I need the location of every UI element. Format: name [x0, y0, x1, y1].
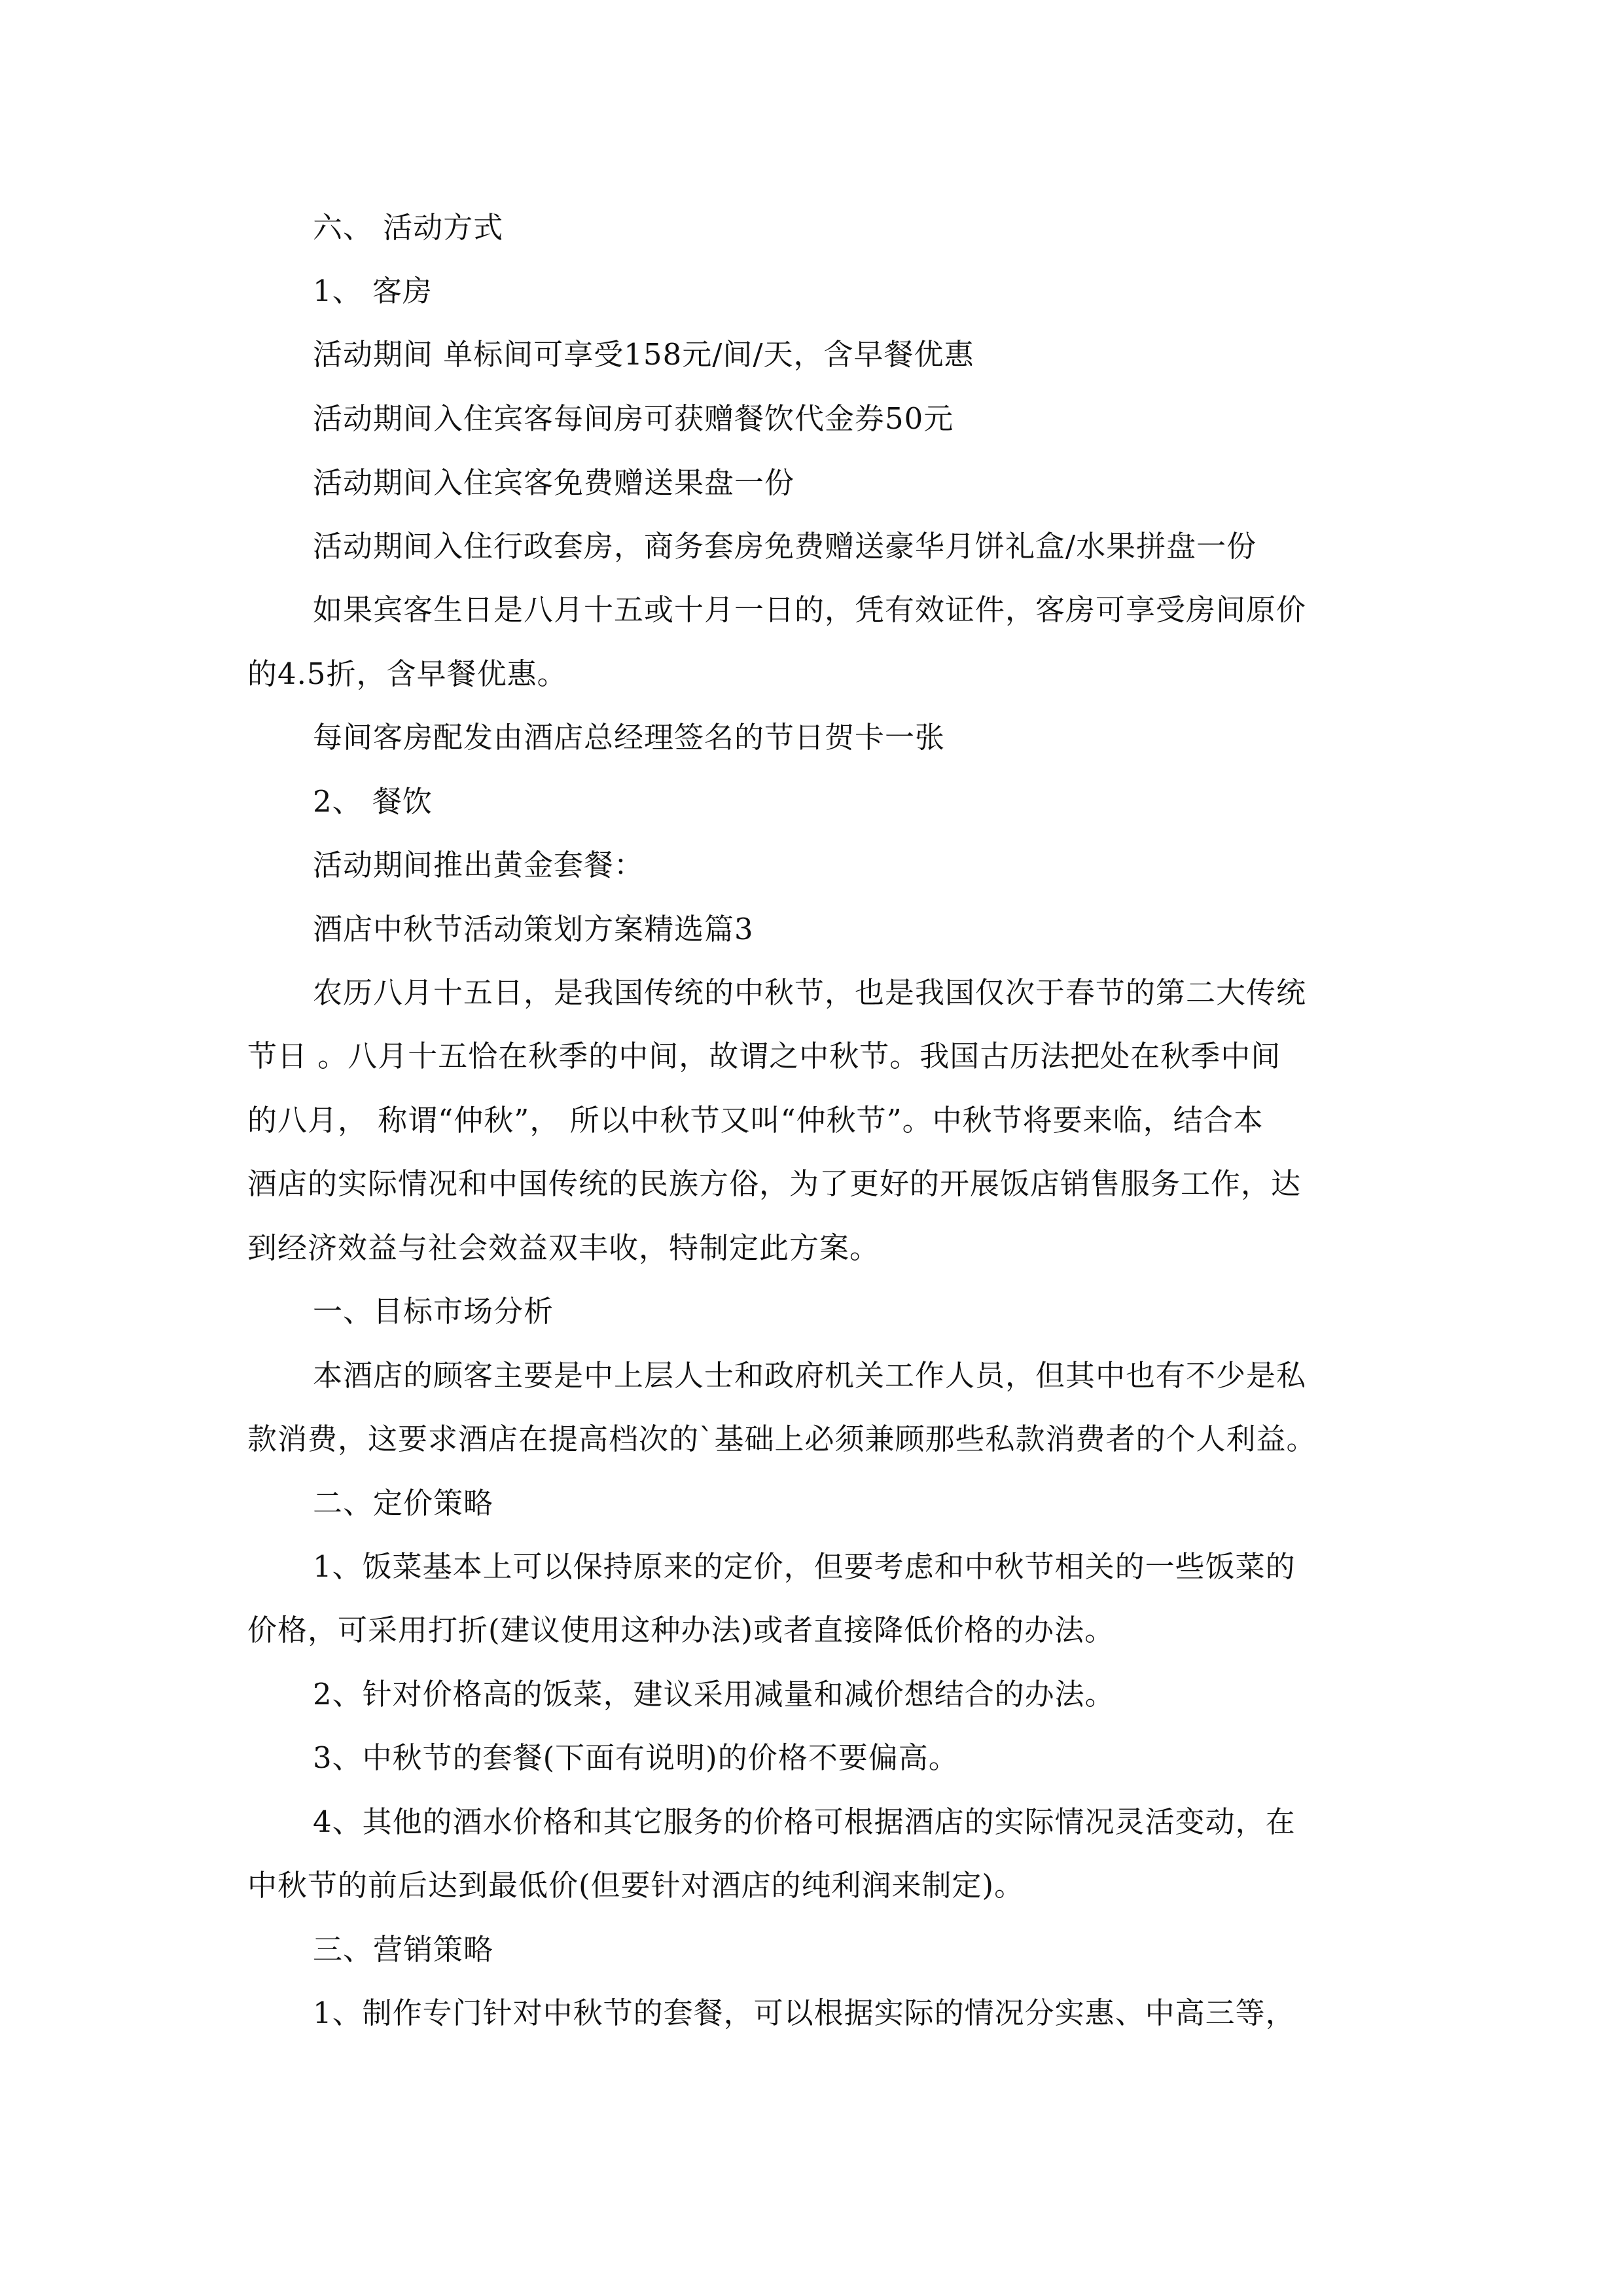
- marketing-heading: 三、营销策略: [313, 1932, 494, 1967]
- birthday-offer-line-1: 如果宾客生日是八月十五或十月一日的，凭有效证件，客房可享受房间原价: [313, 592, 1307, 627]
- intro-line-2: 节日 。八月十五恰在秋季的中间，故谓之中秋节。我国古历法把处在秋季中间: [247, 1039, 1281, 1073]
- target-market-heading: 一、目标市场分析: [313, 1294, 554, 1329]
- intro-line-3: 的八月， 称谓“仲秋”， 所以中秋节又叫“仲秋节”。中秋节将要来临，结合本: [247, 1103, 1264, 1138]
- room-offer-line: 活动期间入住宾客每间房可获赠餐饮代金券50元: [313, 401, 954, 436]
- room-offer-line: 活动期间 单标间可享受158元/间/天，含早餐优惠: [313, 337, 974, 372]
- intro-line-4: 酒店的实际情况和中国传统的民族方俗，为了更好的开展饭店销售服务工作，达: [247, 1166, 1302, 1201]
- target-market-line-2: 款消费，这要求酒店在提高档次的`基础上必须兼顾那些私款消费者的个人利益。: [247, 1422, 1317, 1456]
- pricing-heading: 二、定价策略: [313, 1486, 494, 1520]
- pricing-item-3: 3、中秋节的套餐(下面有说明)的价格不要偏高。: [313, 1740, 959, 1775]
- rooms-heading: 1、 客房: [313, 274, 433, 308]
- pricing-item-1-line-2: 价格，可采用打折(建议使用这种办法)或者直接降低价格的办法。: [247, 1613, 1115, 1647]
- section-six-heading: 六、 活动方式: [313, 210, 504, 245]
- room-offer-line: 活动期间入住宾客免费赠送果盘一份: [313, 465, 795, 500]
- pricing-item-4-line-1: 4、其他的酒水价格和其它服务的价格可根据酒店的实际情况灵活变动，在: [313, 1804, 1296, 1839]
- greeting-card-line: 每间客房配发由酒店总经理签名的节日贺卡一张: [313, 720, 946, 755]
- pricing-item-4-line-2: 中秋节的前后达到最低价(但要针对酒店的纯利润来制定)。: [247, 1868, 1025, 1903]
- intro-line-5: 到经济效益与社会效益双丰收，特制定此方案。: [247, 1230, 880, 1265]
- marketing-item-1-line-1: 1、制作专门针对中秋节的套餐，可以根据实际的情况分实惠、中高三等，: [313, 1996, 1296, 2030]
- dining-heading: 2、 餐饮: [313, 784, 433, 819]
- intro-line-1: 农历八月十五日，是我国传统的中秋节，也是我国仅次于春节的第二大传统: [313, 975, 1307, 1010]
- pricing-item-1-line-1: 1、饭菜基本上可以保持原来的定价，但要考虑和中秋节相关的一些饭菜的: [313, 1549, 1296, 1584]
- article-title: 酒店中秋节活动策划方案精选篇3: [313, 912, 754, 946]
- room-offer-line: 活动期间入住行政套房，商务套房免费赠送豪华月饼礼盒/水果拼盘一份: [313, 529, 1257, 564]
- golden-set-line: 活动期间推出黄金套餐：: [313, 848, 645, 882]
- target-market-line-1: 本酒店的顾客主要是中上层人士和政府机关工作人员，但其中也有不少是私: [313, 1358, 1307, 1393]
- birthday-offer-line-2: 的4.5折，含早餐优惠。: [247, 656, 567, 691]
- pricing-item-2: 2、针对价格高的饭菜，建议采用减量和减价想结合的办法。: [313, 1677, 1115, 1712]
